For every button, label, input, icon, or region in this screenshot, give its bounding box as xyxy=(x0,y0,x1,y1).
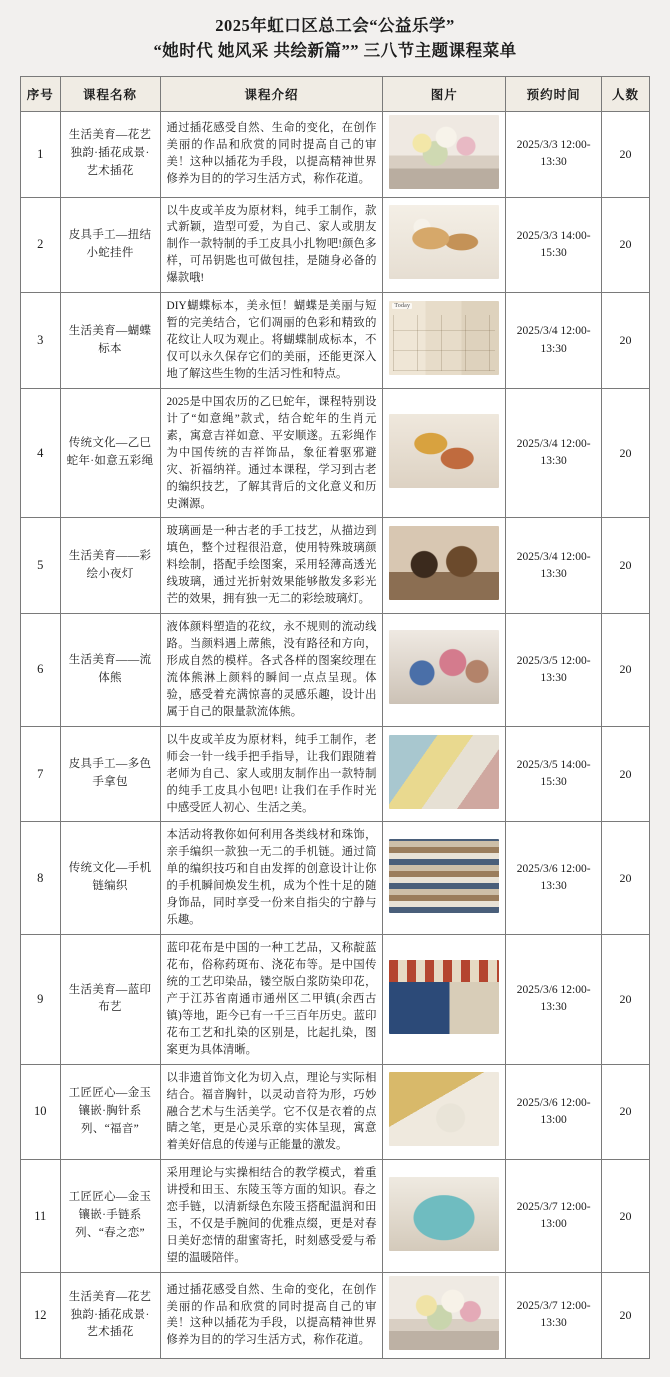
leather-snake-charm-photo xyxy=(389,205,499,279)
row-no: 9 xyxy=(21,935,61,1065)
column-header-image: 图片 xyxy=(383,76,506,111)
title-line-1: 2025年虹口区总工会“公益乐学” xyxy=(215,16,455,35)
course-count: 20 xyxy=(602,1160,650,1273)
course-name: 皮具手工—扭结小蛇挂件 xyxy=(60,197,160,293)
course-desc: 液体颜料塑造的花纹，永不规则的流动线路。当颜料遇上蓆熊，没有路径和方向，形成自然的模样。各式各样的图案绞理在流体熊淋上颜料的瞬间一点点呈现。体验，感受着充满惊喜的灵感乐趣，设计出属于自己的限量款流体熊。 xyxy=(160,614,383,727)
fluid-art-bear-figures-photo xyxy=(389,630,499,704)
row-no: 12 xyxy=(21,1272,61,1358)
photo-caption: Today xyxy=(394,303,411,310)
course-desc: 以牛皮或羊皮为原材料，纯手工制作，老师会一针一线手把手指导，让我们跟随着老师为自己、家人或朋友制作出一款特制的纯手工皮具小包吧! 让我们在手作时光中感受匠人初心、生活之美。 xyxy=(160,726,383,822)
table-row xyxy=(21,1064,650,1160)
table-row xyxy=(21,822,650,935)
page-title xyxy=(20,14,650,64)
table-row xyxy=(21,1272,650,1358)
course-time: 2025/3/4 12:00-13:30 xyxy=(506,388,602,518)
course-time: 2025/3/5 12:00-13:30 xyxy=(506,614,602,727)
course-name: 工匠匠心—金玉镶嵌·胸针系列、“福音” xyxy=(60,1064,160,1160)
row-no: 11 xyxy=(21,1160,61,1273)
table-row xyxy=(21,518,650,614)
course-desc: 通过插花感受自然、生命的变化，在创作美丽的作品和欣赏的同时提高自己的审美！这种以插花为手段，以提高精神世界修养为目的的学习生活方式，称作花道。 xyxy=(160,1272,383,1358)
course-time: 2025/3/6 12:00-13:00 xyxy=(506,1064,602,1160)
course-count: 20 xyxy=(602,518,650,614)
row-no: 4 xyxy=(21,388,61,518)
blue-calico-print-photo xyxy=(389,960,499,1034)
course-count: 20 xyxy=(602,935,650,1065)
flower-basket-arrangement-photo xyxy=(389,1276,499,1350)
row-no: 1 xyxy=(21,111,61,197)
course-time: 2025/3/4 12:00-13:30 xyxy=(506,518,602,614)
table-row xyxy=(21,388,650,518)
fresh-flower-arrangement-photo xyxy=(389,115,499,189)
multicolor-leather-clutch-photo xyxy=(389,735,499,809)
butterfly-specimen-boxes-photo xyxy=(389,301,499,375)
course-desc: 2025是中国农历的乙巳蛇年，课程特别设计了“如意绳”款式，结合蛇年的生肖元素，寓意吉祥如意、平安顺遂。五彩绳作为中国传统的吉祥饰品，象征着驱邪避灾、祈福纳祥。通过本课程，学习到古老的编织技艺，了解其背后的文化意义和历史渊源。 xyxy=(160,388,383,518)
course-time: 2025/3/5 14:00-15:30 xyxy=(506,726,602,822)
course-time: 2025/3/6 12:00-13:30 xyxy=(506,935,602,1065)
table-row xyxy=(21,935,650,1065)
course-name: 生活美育—蓝印布艺 xyxy=(60,935,160,1065)
colorful-braided-bracelets-photo xyxy=(389,414,499,488)
column-header-desc: 课程介绍 xyxy=(160,76,383,111)
course-desc: 蓝印花布是中国的一种工艺品，又称靛蓝花布，俗称药斑布、浇花布等。是中国传统的工艺印染品，镂空版白浆防染印花，产于江苏省南通市通州区二甲镇(余西古镇)等地，距今已有一千三百年历史。蓝印花布工艺和扎染的区别是，比起扎染，图案更为具体清晰。 xyxy=(160,935,383,1065)
course-time: 2025/3/4 12:00-13:30 xyxy=(506,293,602,389)
course-desc: 采用理论与实操相结合的教学模式，着重讲授和田玉、东陵玉等方面的知识。春之恋手链，以清新绿色东陵玉搭配温润和田玉，不仅是手腕间的优雅点缀，更是对春日美好恋情的甜蜜寄托，时刻感受爱与希望的温暖陪伴。 xyxy=(160,1160,383,1273)
course-image-cell xyxy=(383,935,506,1065)
column-header-name: 课程名称 xyxy=(60,76,160,111)
course-name: 传统文化—乙巳蛇年·如意五彩绳 xyxy=(60,388,160,518)
course-desc: 以非遗首饰文化为切入点，理论与实际相结合。福音胸针，以灵动音符为形，巧妙融合艺术与生活美学。它不仅是衣着的点睛之笔，更是心灵乐章的实体呈现，寓意着美好信息的传递与正能量的激发。 xyxy=(160,1064,383,1160)
row-no: 2 xyxy=(21,197,61,293)
course-count: 20 xyxy=(602,614,650,727)
course-desc: 以牛皮或羊皮为原材料，纯手工制作，款式新颖，造型可爱，为自己、家人或朋友制作一款特制的手工皮具小扎物吧!颜色多样，可吊钥匙也可做包挂，是随身必备的爆款哦! xyxy=(160,197,383,293)
course-name: 生活美育—花艺独韵·插花成景·艺术插花 xyxy=(60,111,160,197)
painted-night-lamp-photo xyxy=(389,526,499,600)
table-header-row xyxy=(21,76,650,111)
woven-phone-straps-photo xyxy=(389,839,499,913)
jade-bead-bracelet-photo xyxy=(389,1177,499,1251)
course-desc: DIY蝴蝶标本，美永恒！蝴蝶是美丽与短暂的完美结合，它们凋丽的色彩和精致的花纹让人叹为观止。将蝴蝶制成标本，不仅可以永久保存它们的美丽，还能更深入地了解这些生物的生活习性和特点。 xyxy=(160,293,383,389)
row-no: 3 xyxy=(21,293,61,389)
course-image-cell xyxy=(383,614,506,727)
gold-jade-brooch-photo xyxy=(389,1072,499,1146)
title-line-2: “她时代 她风采 共绘新篇”” 三八节主题课程菜单 xyxy=(153,40,517,60)
course-time: 2025/3/3 14:00-15:30 xyxy=(506,197,602,293)
row-no: 7 xyxy=(21,726,61,822)
course-count: 20 xyxy=(602,1064,650,1160)
course-image-cell xyxy=(383,822,506,935)
column-header-time: 预约时间 xyxy=(506,76,602,111)
course-name: 生活美育—花艺独韵·插花成景·艺术插花 xyxy=(60,1272,160,1358)
course-desc: 玻璃画是一种古老的手工技艺，从描边到填色，整个过程很沿意，使用特殊玻璃颜料绘制，搭配手绘图案，采用轻薄高透光线玻璃，通过光折射效果能够散发多彩光芒的效果，拥有独一无二的彩绘玻璃灯。 xyxy=(160,518,383,614)
course-time: 2025/3/3 12:00-13:30 xyxy=(506,111,602,197)
course-name: 生活美育——流体熊 xyxy=(60,614,160,727)
course-desc: 通过插花感受自然、生命的变化，在创作美丽的作品和欣赏的同时提高自己的审美！这种以插花为手段，以提高精神世界修养为目的的学习生活方式，称作花道。 xyxy=(160,111,383,197)
course-image-cell xyxy=(383,293,506,389)
row-no: 8 xyxy=(21,822,61,935)
table-row xyxy=(21,614,650,727)
course-count: 20 xyxy=(602,822,650,935)
course-image-cell xyxy=(383,388,506,518)
column-header-no: 序号 xyxy=(21,76,61,111)
course-count: 20 xyxy=(602,1272,650,1358)
course-image-cell xyxy=(383,1064,506,1160)
course-image-cell xyxy=(383,726,506,822)
course-name: 皮具手工—多色手拿包 xyxy=(60,726,160,822)
course-time: 2025/3/7 12:00-13:30 xyxy=(506,1272,602,1358)
course-menu-table xyxy=(20,76,650,1359)
course-name: 生活美育—蝴蝶标本 xyxy=(60,293,160,389)
course-count: 20 xyxy=(602,293,650,389)
course-image-cell xyxy=(383,111,506,197)
course-name: 工匠匠心—金玉镶嵌·手链系列、“春之恋” xyxy=(60,1160,160,1273)
course-time: 2025/3/7 12:00-13:00 xyxy=(506,1160,602,1273)
course-name: 生活美育——彩绘小夜灯 xyxy=(60,518,160,614)
table-row xyxy=(21,111,650,197)
row-no: 5 xyxy=(21,518,61,614)
course-image-cell xyxy=(383,197,506,293)
table-row xyxy=(21,293,650,389)
course-count: 20 xyxy=(602,388,650,518)
course-count: 20 xyxy=(602,726,650,822)
course-image-cell xyxy=(383,1272,506,1358)
course-count: 20 xyxy=(602,111,650,197)
table-row xyxy=(21,1160,650,1273)
course-image-cell xyxy=(383,1160,506,1273)
course-image-cell xyxy=(383,518,506,614)
table-row xyxy=(21,726,650,822)
table-row xyxy=(21,197,650,293)
row-no: 6 xyxy=(21,614,61,727)
course-count: 20 xyxy=(602,197,650,293)
row-no: 10 xyxy=(21,1064,61,1160)
course-name: 传统文化—手机链编织 xyxy=(60,822,160,935)
course-desc: 本活动将教你如何利用各类线材和珠饰，亲手编织一款独一无二的手机链。通过简单的编织技巧和自由发挥的创意设计让你的手机瞬间焕发生机，成为个性十足的随身饰品，同时享受一份来自指尖的宁静与乐趣。 xyxy=(160,822,383,935)
course-time: 2025/3/6 12:00-13:30 xyxy=(506,822,602,935)
column-header-count: 人数 xyxy=(602,76,650,111)
